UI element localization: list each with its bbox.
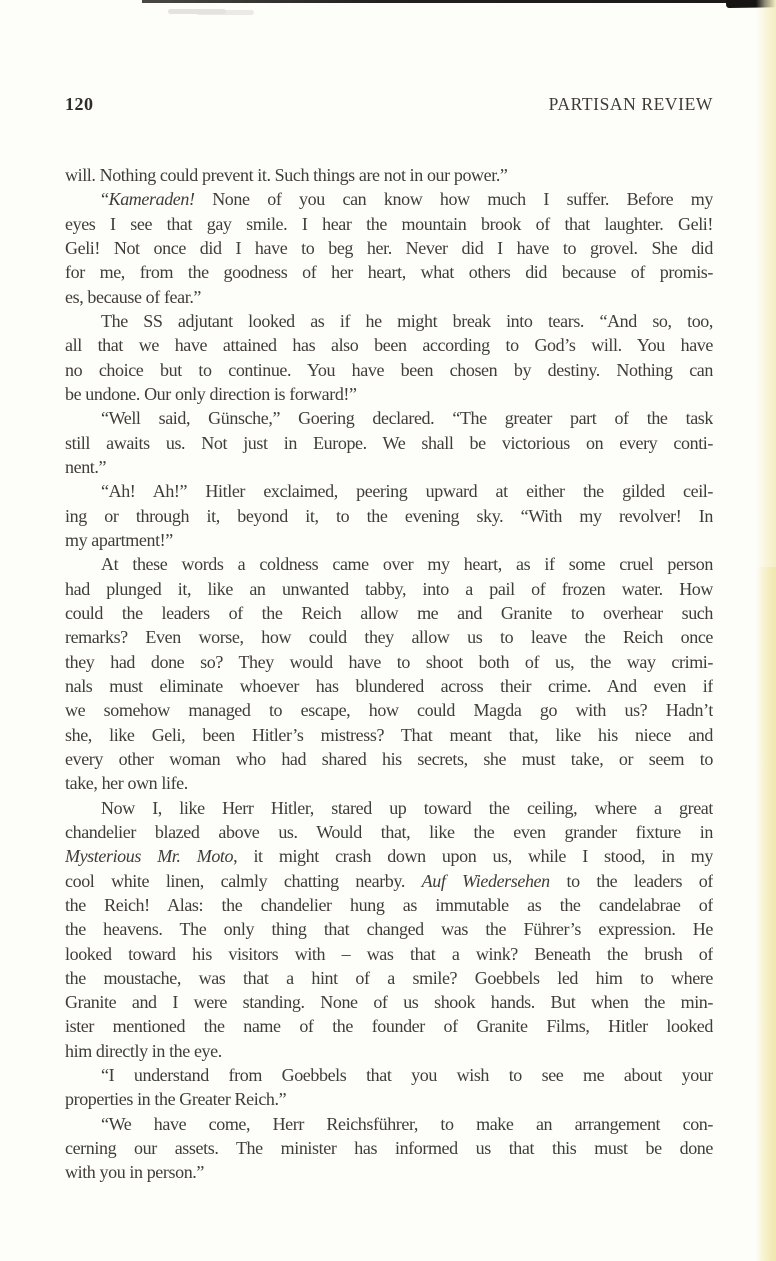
text-line: The SS adjutant looked as if he might break into tears. “And so, too, [101, 310, 713, 331]
text-line: Granite and I were standing. None of us shook hands. But when the min- [65, 992, 713, 1013]
text-line: “Well said, Günsche,” Goering declared. “The greater part of the task [101, 408, 713, 429]
text-line: ing or through it, beyond it, to the evening sky. “With my revolver! In [65, 505, 713, 526]
text-line: es, because of fear.” [65, 286, 202, 307]
text-line: “I understand from Goebbels that you wish to see me about your [101, 1065, 713, 1086]
text-line: could the leaders of the Reich allow me and Granite to overhear such [65, 602, 713, 623]
text-line: eyes I see that gay smile. I hear the mountain brook of that laughter. Geli! [65, 213, 713, 234]
page-number: 120 [65, 94, 94, 114]
text-line: no choice but to continue. You have been chosen by destiny. Nothing can [65, 359, 713, 380]
text-line: will. Nothing could prevent it. Such things are not in our power.” [65, 165, 508, 185]
text-line: “We have come, Herr Reichsführer, to make an arrangement con- [101, 1113, 713, 1134]
text-line: nals must eliminate whoever has blundered across their crime. And even if [65, 675, 713, 696]
text-line: properties in the Greater Reich.” [65, 1089, 287, 1110]
text-line: “Kameraden! None of you can know how much I suffer. Before my [101, 189, 713, 210]
scan-artifact-smudge [168, 9, 226, 14]
text-line: cool white linen, calmly chatting nearby. Auf Wiedersehen to the leaders of [65, 870, 713, 891]
text-line: cerning our assets. The minister has informed us that this must be done [65, 1138, 713, 1159]
text-line: my apartment!” [65, 529, 173, 550]
text-line: with you in person.” [65, 1162, 204, 1183]
text-line: remarks? Even worse, how could they allow us to leave the Reich once [65, 627, 713, 648]
text-line: ister mentioned the name of the founder of Granite Films, Hitler looked [65, 1016, 713, 1037]
text-line: they had done so? They would have to shoot both of us, the way crimi- [65, 651, 713, 672]
text-line: she, like Geli, been Hitler’s mistress? That meant that, like his niece and [65, 724, 713, 745]
scan-artifact-top-bar [142, 0, 732, 3]
page-edge-tint [756, 0, 776, 1261]
text-line: Now I, like Herr Hitler, stared up toward the ceiling, where a great [101, 797, 713, 818]
body-text [65, 163, 713, 1185]
text-line: we somehow managed to escape, how could Magda go with us? Hadn’t [65, 700, 713, 721]
text-line: Geli! Not once did I have to beg her. Never did I have to grovel. She did [65, 237, 713, 258]
text-line: the moustache, was that a hint of a smile? Goebbels led him to where [65, 967, 713, 988]
text-line: take, her own life. [65, 773, 188, 794]
text-line: every other woman who had shared his secrets, she must take, or seem to [65, 748, 713, 769]
text-line: had plunged it, like an unwanted tabby, into a pail of frozen water. How [65, 578, 713, 599]
text-line: be undone. Our only direction is forward!” [65, 383, 357, 404]
text-line: all that we have attained has also been according to God’s will. You have [65, 335, 713, 356]
journal-title: PARTISAN REVIEW [548, 94, 713, 114]
text-line: nent.” [65, 456, 107, 477]
text-line: At these words a coldness came over my heart, as if some cruel person [101, 554, 713, 575]
running-head [65, 94, 713, 115]
text-line: the heavens. The only thing that changed was the Führer’s expression. He [65, 919, 713, 940]
text-line: chandelier blazed above us. Would that, like the even grander fixture in [65, 821, 713, 842]
text-line: for me, from the goodness of her heart, what others did because of promis- [65, 262, 713, 283]
text-line: him directly in the eye. [65, 1040, 222, 1061]
text-line: Mysterious Mr. Moto, it might crash down upon us, while I stood, in my [65, 846, 713, 867]
text-line: “Ah! Ah!” Hitler exclaimed, peering upward at either the gilded ceil- [101, 481, 713, 502]
text-line: the Reich! Alas: the chandelier hung as immutable as the candelabrae of [65, 894, 713, 915]
text-line: still awaits us. Not just in Europe. We shall be victorious on every conti- [65, 432, 713, 453]
text-line: looked toward his visitors with – was that a wink? Beneath the brush of [65, 943, 713, 964]
